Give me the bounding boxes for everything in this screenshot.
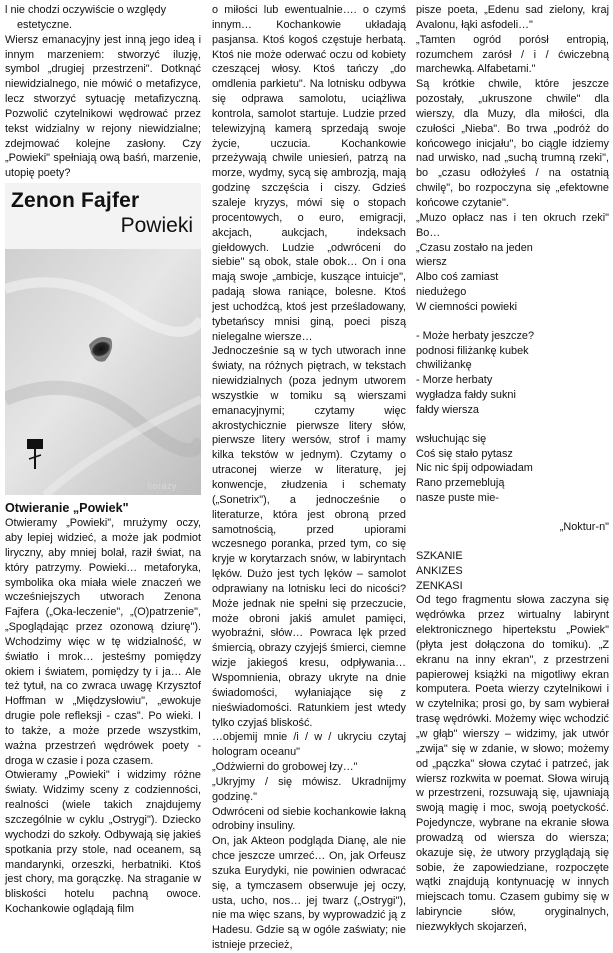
- cover-title: Powieki: [120, 214, 193, 238]
- poem-line: Nic nic śpij odpowiadam: [416, 462, 533, 475]
- column-middle: [212, 3, 406, 953]
- text-line: l nie chodzi oczywiście o względy: [5, 4, 167, 16]
- paragraph: Od tego fragmentu słowa zaczyna się wędrówka przez wirtualny labirynt elektronicznego hipertekstu „Powiek" (płyta jest dołączona do tomiku). „Z ekranu na inny ekran", z przestrzeni papierowej książki na migotliwy ekran komputera. Poeta wierzy czytelnikowi i w czytelnika; prosi go, by sam wybierał trasę wędrówki. Możemy więc wchodzić „w głąb" wierszy – widzimy, jak utwór „zwija" się w zdanie, w słowo; możemy od „pączka" słowa czytać i patrzeć, jak wiersz rozkwita w poemat. Słowa wirują w przestrzeni, rozsuwają się, ujawniają swoją magię i moc, swoją poetyckość. Pojedyncze, wybrane na ekranie słowa prowadzą od wiersza do wiersza; okazuje się, że utwory przyglądają się sobie, że zapowiedziane, rozpoczęte wątki znajdują kontynuację w innych miejscach tomu. Czasem gubimy się w labiryncie słów, oryginalnych, niezwykłych skojarzeń,: [416, 594, 609, 933]
- paragraph: Otwieramy „Powieki" i widzimy różne światy. Widzimy sceny z codzienności, realności (wiele takich znajdujemy szczególnie w cyklu „Ostrygi"). Dziecko wychodzi do szkoły. Odbywają się jakieś spotkania przy stole, nad oceanem, są mandarynki, orzeszki, herbatniki. Ktoś jest chory, ma gorączkę. Na straganie w bliskości hotelu pachną owoce. Kochankowie oglądają film: [5, 769, 201, 916]
- paragraph: On, jak Akteon podgląda Dianę, ale nie chce jeszcze umrzeć… On, jak Orfeusz szuka Eurydyki, nie powinien odwracać się, a tymczasem obserwuje jej oczy, usta, ucho, nos… jej twarz („Ostrygi"), nie ma więc szans, by wyprowadzić ją z Hadesu. Gdzie są w ogóle zaświaty; nie istnieje przecież,: [212, 835, 406, 952]
- paragraph: Otwieramy „Powieki", mrużymy oczy, aby lepiej widzieć, a może jak podmiot liryczny, aby mniej bolał, raził świat, na który patrzymy. Powieki… metaforyka, symbolika oka miała wiele znaczeń we wcześniejszych utworach Zenona Fajfera („Oka-leczenie", „(O)patrzenie", „Spoglądając przez ozonową dziurę"). Wchodzimy więc w tę widzialność, w światło i mrok… jesteśmy pomiędzy okiem i światem, pomiędzy ty i ja… Ale też tytuł, na co zwraca uwagę Krzysztof Hoffman w „Międzysłowiu", „ewokuje drugie pole refleksji - czas". Po wieki. I to także, a może przede wszystkim, ważna przestrzeń wędrówek poety - droga w czasie i poza czasem.: [5, 517, 201, 767]
- poem-line: wsłuchując się: [416, 432, 487, 445]
- poem-line: wiersz: [416, 256, 447, 269]
- paragraph: Odwróceni od siebie kochankowie łakną odrobiny insuliny.: [212, 805, 406, 833]
- poem-stanza: [416, 241, 609, 315]
- paragraph: Jednocześnie są w tych utworach inne światy, na różnych piętrach, w tekstach niewidzialnych (poza jednym utworem wszystkie w tomiku są wierszami emanacyjnymi; czytamy więc akrostychicznie pierwsze litery słów, pierwsze litery wersów, strof i mamy kilka tekstów w jednym). Czytamy o utraconej wierze w literaturę, jej konwencje, złudzenia i schematy („Sonetrix"), a jednocześnie o literaturze, która jest obroną przed samotnością, przed upiorami wczesnego poranka, przed tym, co się kryje w korytarzach snów, w labiryntach lęków. Dużo jest tych lęków – samolot odprawiany na lotnisku leci do nicości? Może jednak nie spełni się przeczucie, może obroni jakiś amulet pamięci, wyobraźni, słów… Powraca lęk przed śmiercią, obrazy czyjejś śmierci, ciemne wizje jakiegoś kresu, odpływania… Wspomnienia, obrazy ukryte na dnie świadomości, wyłaniające się z nieświadomości. Ratunkiem jest wtedy tylko czyjaś bliskość.: [212, 345, 406, 729]
- poem-line: Coś się stało pytasz: [416, 447, 513, 460]
- column-left: [5, 3, 201, 917]
- poem-line: W ciemności powieki: [416, 300, 518, 313]
- paragraph: pisze poeta, „Edenu sad zielony, kraj Avalonu, łąki asfodeli…": [416, 4, 609, 31]
- acrostic-line: ZENKASI: [416, 579, 463, 592]
- quotation: „Tamten ogród porósł entropią, rozumchem zarósł / i / ćwiczebną marchewką. Alfabetami.": [416, 33, 609, 76]
- poem-line: fałdy wiersza: [416, 403, 479, 416]
- poem-stanza: [416, 329, 609, 418]
- text-line: estetyczne.: [17, 18, 73, 31]
- quotation: „Odżwierni do grobowej łzy…": [212, 761, 358, 774]
- poem-line: Albo coś zamiast: [416, 271, 499, 284]
- cover-series-label: liorazy: [147, 481, 177, 492]
- poem-line: niedużego: [416, 286, 467, 299]
- poem-line: chwiliżankę: [416, 359, 472, 372]
- poem-line: „Czasu zostało na jeden: [416, 241, 533, 254]
- acrostic-line: ANKIZES: [416, 564, 463, 577]
- poem-line: - Morze herbaty: [416, 374, 493, 387]
- quotation: …objemij mnie /i / w / ukryciu czytaj hologram oceanu": [212, 731, 406, 759]
- poem-line: Rano przemeblują: [416, 477, 505, 490]
- paragraph: Są krótkie chwile, które jeszcze pozostały, „ukruszone chwile" dla wierszy, dla Muzy, dla miłości, dla czułości „Nieba". Bo trwa „podróż do końcowego inicjału", bo ciągle idziemy nad urwisko, nad „suchą trumną rzeki", bo „czasu odłożyłeś / na ostatnią chwilę", bo rozpoczyna się „efektowne końcowe czytanie".: [416, 78, 609, 209]
- paragraph: „Muzo opłacz nas i ten okruch rzeki" Bo…: [416, 211, 609, 239]
- publisher-logo-icon: [27, 439, 43, 469]
- book-cover: [5, 183, 201, 495]
- poem-source: „Noktur-n": [559, 521, 609, 533]
- paragraph: o miłości lub ewentualnie…. o czymś innym… Kochankowie układają pasjansa. Ktoś kogoś częstuje herbatą. Ktoś nie może oderwać oczu od kobiety czeszącej włosy. Ktoś tańczy „do omdlenia parkietu". Na lotnisku odbywa się odprawa samolotu, uciążliwa kontrola, samolot startuje. Ludzie przed telewizyjną kamerą sprzedają swoje życie, uczucia. Kochankowie przeżywają chwile uniesień, patrzą na morze, wydmy, sycą się ambrozją, mają godzinę szczęścia i ciszy. Gdzieś szaleje kryzys, mówi się o stopach procentowych, o euro, emigracji, akcjach, aukcjach, indeksach giełdowych. Ludzie „odwróceni do siebie" są obok, stale obok… On i ona mają swoje „ambicje, kuszące intuicje", padają słowa raniące, bolesne. Ktoś jest uchodźcą, ktoś jest prześladowany, tybetańscy mnisi giną, poeci piszą nielegalne wiersze…: [212, 4, 406, 343]
- poem-line: podnosi filiżankę kubek: [416, 344, 529, 357]
- cover-author: Zenon Fajfer: [11, 189, 140, 213]
- poem-line: wygładza fałdy sukni: [416, 389, 516, 402]
- poem-stanza: [416, 432, 609, 506]
- poem-line: - Może herbaty jeszcze?: [416, 329, 535, 342]
- poem-line: nasze puste mie-: [416, 492, 499, 505]
- paragraph: Wiersz emanacyjny jest inną jego ideą i innym marzeniem: stworzyć iluzję, symbol „drugiej przestrzeni". Dotknąć niewidzialnego, nie mówić o metafizyce, lecz stworzyć sytuację metafizyczną. Pozwolić czytelnikowi wędrować przez tekst widzialny w rejony niewidzialne; zdejmować kolejne zasłony. Czy „Powieki" spełniają ową baśń, marzenie, utopię poety?: [5, 33, 201, 180]
- quotation: „Ukryjmy / się mówisz. Ukradnijmy godzinę.": [212, 775, 406, 803]
- column-right: [416, 3, 609, 935]
- section-heading: Otwieranie „Powiek": [5, 501, 129, 516]
- acrostic-line: SZKANIE: [416, 549, 463, 562]
